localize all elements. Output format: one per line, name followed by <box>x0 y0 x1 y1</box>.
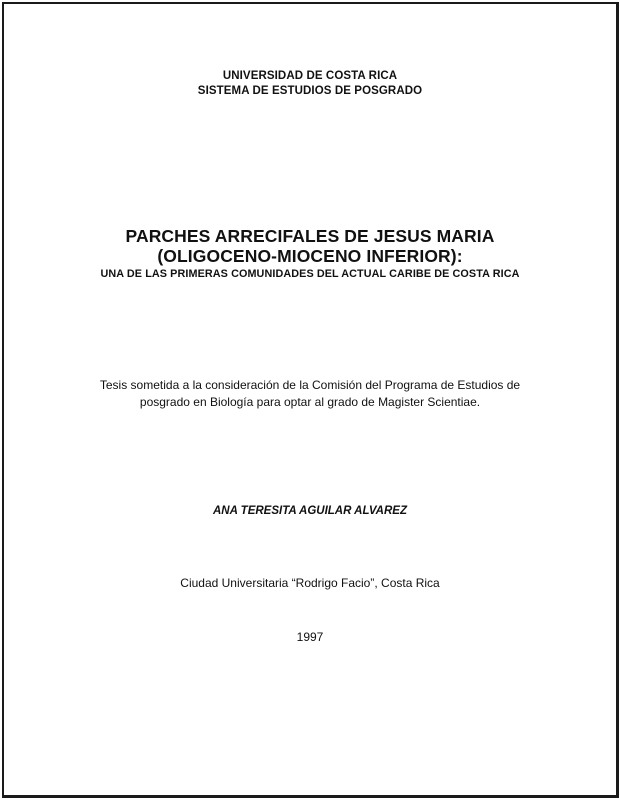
thesis-title-line-2: (OLIGOCENO-MIOCENO INFERIOR): <box>157 246 463 266</box>
thesis-subtitle: UNA DE LAS PRIMERAS COMUNIDADES DEL ACTUAL CARIBE DE COSTA RICA <box>100 268 520 280</box>
graduate-system-name: SISTEMA DE ESTUDIOS DE POSGRADO <box>197 85 423 97</box>
university-name: UNIVERSIDAD DE COSTA RICA <box>222 70 398 82</box>
author-name: ANA TERESITA AGUILAR ALVAREZ <box>212 505 407 517</box>
thesis-title-line-1: PARCHES ARRECIFALES DE JESUS MARIA <box>125 226 495 246</box>
year: 1997 <box>296 630 324 644</box>
thesis-statement-line-1: Tesis sometida a la consideración de la Comisión del Programa de Estudios de <box>99 378 521 392</box>
thesis-statement-line-2: posgrado en Biología para optar al grado de Magister Scientiae. <box>139 395 481 409</box>
place: Ciudad Universitaria “Rodrigo Facio”, Costa Rica <box>180 576 440 590</box>
